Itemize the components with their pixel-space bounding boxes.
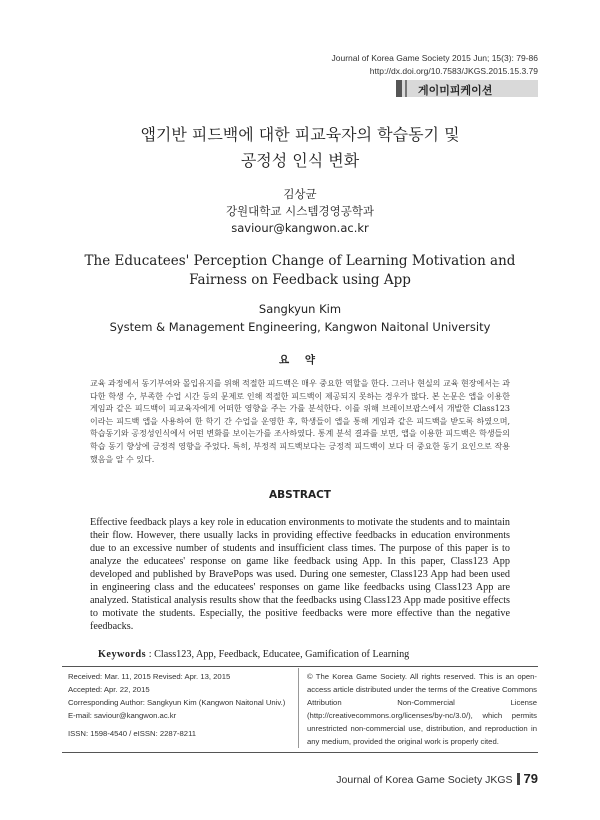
keywords-separator: : bbox=[146, 649, 155, 660]
author-email[interactable]: saviour@kangwon.ac.kr bbox=[231, 221, 369, 235]
korean-author-block bbox=[0, 186, 600, 237]
category-bar-decoration-thin bbox=[405, 80, 407, 97]
footer-journal: Journal of Korea Game Society JKGS bbox=[336, 774, 513, 786]
korean-title bbox=[0, 122, 600, 174]
article-info bbox=[68, 670, 290, 740]
english-author-block bbox=[0, 300, 600, 336]
korean-abstract-heading: 요 약 bbox=[279, 354, 321, 366]
keywords-line bbox=[98, 649, 518, 660]
english-abstract-text: Effective feedback plays a key role in education environments to motivate the students and to maintain their flow. However, there usually lacks in providing effective feedbacks in education environments due to an excessive number of students and insufficient class times. The purpose of this paper is to analyze the educatees' response on game like feedback using App. In this paper, Class123 App developed and published by BravePops was used. During one semester, Class123 App had been used in engineering class and the educatees' responses on game like feedbacks using Class123 App are analyzed. Statistical analysis results show that the feedbacks using Class123 App made positive effects to motivate the students. Especially, the positive feedbacks were more effective than the negative feedbacks. bbox=[90, 517, 510, 632]
corresponding-author: Corresponding Author: Sangkyun Kim (Kangwon Naitonal Univ.) bbox=[68, 698, 286, 707]
footer-separator bbox=[517, 773, 520, 785]
english-abstract-heading: ABSTRACT bbox=[269, 489, 331, 501]
category-banner bbox=[396, 80, 538, 97]
author-affiliation-en: System & Management Engineering, Kangwon Naitonal University bbox=[109, 320, 491, 334]
running-header bbox=[332, 52, 538, 78]
page-number: 79 bbox=[523, 771, 538, 786]
issn-line: ISSN: 1598-4540 / eISSN: 2287-8211 bbox=[68, 729, 197, 738]
journal-citation: Journal of Korea Game Society 2015 Jun; 15(3): 79-86 bbox=[331, 53, 538, 63]
keywords-value: Class123, App, Feedback, Educatee, Gamification of Learning bbox=[154, 649, 410, 660]
received-dates: Received: Mar. 11, 2015 Revised: Apr. 13, 2015 bbox=[68, 672, 231, 681]
english-title: The Educatees' Perception Change of Learning Motivation and Fairness on Feedback using App bbox=[84, 253, 516, 288]
korean-abstract-text: 교육 과정에서 동기부여와 몰입유지를 위해 적절한 피드백은 매우 중요한 역할을 한다. 그러나 현실의 교육 현장에서는 과다한 학생 수, 부족한 수업 시간 등의 문제로 인해 적절한 피드백이 제공되지 못하는 경우가 많다. 본 논문은 앱을 이용한 게임과 같은 피드백이 피교육자에게 어떠한 영향을 주는 가를 분석한다. 이를 위해 브레이브팝스에서 개발한 Class123이라는 피드백 앱을 사용하여 한 학기 간 수업을 운영한 후, 학생들이 앱을 통해 게임과 같은 피드백을 받도록 하였으며, 학습동기와 공정성인식에서 어떤 변화를 보이는가를 조사하였다. 통계 분석 결과를 보면, 앱을 이용한 피드백은 학생들의 학습 동기 향상에 긍정적 영향을 주었다. 특히, 부정적 피드백보다는 긍정적 피드백이 보다 더 중요한 동기 요인으로 작용했음을 알 수 있다. bbox=[90, 379, 510, 464]
info-bottom-rule bbox=[62, 752, 538, 753]
page-footer bbox=[336, 771, 538, 786]
author-name-en: Sangkyun Kim bbox=[258, 302, 342, 316]
copyright-notice: © The Korea Game Society. All rights reserved. This is an open-access article distributed under the terms of the Creative Commons Attribution Non-Commercial License (http://creativecommons.org/licenses/by-nc/3.0/), which permits unrestricted non-commercial use, distribution, and reproduction in any medium, provided the original work is properly cited. bbox=[307, 672, 537, 746]
info-top-rule bbox=[62, 666, 538, 667]
author-affiliation-kr: 강원대학교 시스템경영공학과 bbox=[225, 204, 375, 218]
corresponding-email[interactable]: E-mail: saviour@kangwon.ac.kr bbox=[68, 711, 177, 720]
info-column-divider bbox=[298, 668, 299, 748]
author-name-kr: 김상균 bbox=[283, 187, 317, 201]
keywords-label: Keywords bbox=[98, 649, 147, 660]
korean-title-line-1: 앱기반 피드백에 대한 피교육자의 학습동기 및 bbox=[140, 125, 460, 144]
korean-title-line-2: 공정성 인식 변화 bbox=[240, 151, 360, 170]
doi-link[interactable]: http://dx.doi.org/10.7583/JKGS.2015.15.3.79 bbox=[369, 66, 538, 76]
accepted-date: Accepted: Apr. 22, 2015 bbox=[68, 685, 150, 694]
category-bar-decoration bbox=[396, 80, 402, 97]
category-label: 게이미피케이션 bbox=[418, 84, 493, 97]
